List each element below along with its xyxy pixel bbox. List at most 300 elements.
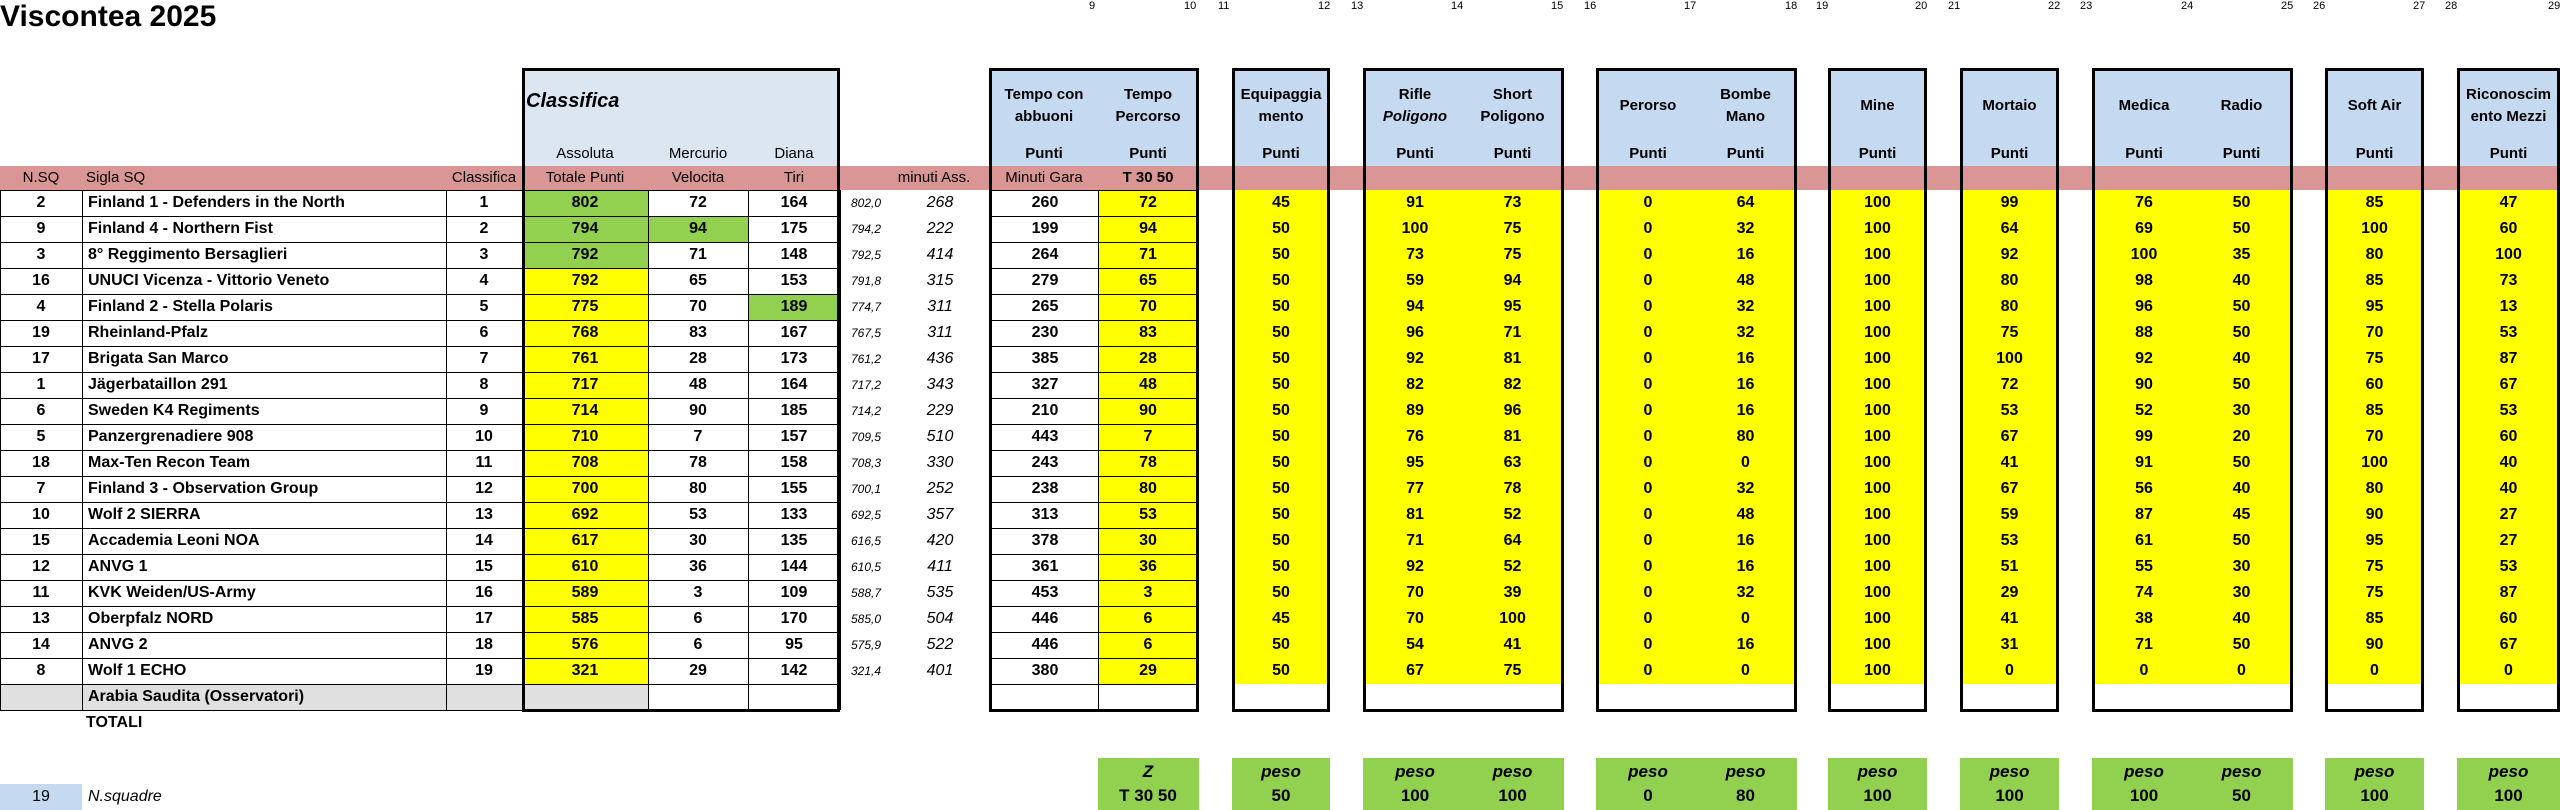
- cell-perorso: 0: [1643, 272, 1653, 289]
- cell-short: 63: [1503, 454, 1522, 471]
- cell-total: 792: [571, 246, 599, 263]
- cell-perorso: 0: [1643, 428, 1653, 445]
- cell-bombe: 32: [1736, 480, 1755, 497]
- cell-tempo-percorso: 65: [1139, 272, 1157, 289]
- header-diana: Diana: [774, 145, 814, 162]
- cell-perorso: 0: [1643, 454, 1653, 471]
- cell-bombe: 16: [1736, 246, 1755, 263]
- cell-velocita: 90: [689, 402, 707, 419]
- sheet-title: Viscontea 2025: [0, 0, 217, 33]
- cell-tiri: 157: [780, 428, 808, 445]
- cell-equipaggiamento: 50: [1272, 220, 1290, 237]
- cell-equipaggiamento: 50: [1272, 454, 1290, 471]
- header-assoluta: Assoluta: [556, 145, 614, 162]
- cell-team-name: Panzergrenadiere 908: [88, 428, 254, 445]
- cell-velocita: 30: [689, 532, 707, 549]
- cell-total: 775: [571, 298, 599, 315]
- header-radio: Radio: [2220, 97, 2263, 114]
- header-punti: Punti: [1262, 145, 1300, 162]
- cell-tiri: 148: [780, 246, 808, 263]
- subheader-nsq: N.SQ: [22, 169, 60, 186]
- cell-minuti-gara: 453: [1031, 584, 1059, 601]
- cell-mine: 100: [1864, 428, 1891, 445]
- cell-equipaggiamento: 50: [1272, 584, 1290, 601]
- cell-minuti-gara: 260: [1031, 194, 1059, 211]
- cell-team-name: Brigata San Marco: [88, 350, 229, 367]
- footer-perorso-peso: peso: [1628, 762, 1668, 781]
- cell-mine: 100: [1864, 402, 1891, 419]
- cell-nsq: 5: [36, 428, 46, 445]
- column-number: 15: [1551, 0, 1564, 12]
- cell-equipaggiamento: 50: [1272, 532, 1290, 549]
- cell-mortaio: 41: [2000, 610, 2019, 627]
- cell-rifle: 70: [1406, 584, 1424, 601]
- cell-team-name: Wolf 2 SIERRA: [88, 506, 201, 523]
- cell-riconoscimento: 40: [2499, 480, 2518, 497]
- cell-tiri: 135: [780, 532, 808, 549]
- cell-tempo-percorso: 6: [1143, 610, 1153, 627]
- cell-perorso: 0: [1643, 558, 1653, 575]
- cell-medica: 74: [2135, 584, 2153, 601]
- header-punti: Punti: [2125, 145, 2163, 162]
- header-tempo-percorso: Tempo Percorso: [1115, 86, 1181, 125]
- cell-radio: 50: [2232, 298, 2251, 315]
- cell-total: 761: [571, 350, 599, 367]
- cell-team-name: Wolf 1 ECHO: [88, 662, 187, 679]
- cell-radio: 0: [2237, 662, 2246, 679]
- cell-medica: 92: [2135, 350, 2153, 367]
- cell-bombe: 0: [1741, 610, 1750, 627]
- cell-perorso: 0: [1643, 298, 1653, 315]
- cell-tiri: 189: [780, 298, 808, 315]
- cell-riconoscimento: 27: [2499, 532, 2518, 549]
- cell-medica: 61: [2135, 532, 2153, 549]
- cell-mine: 100: [1864, 194, 1891, 211]
- cell-bombe: 16: [1736, 376, 1755, 393]
- cell-softair: 85: [2365, 402, 2384, 419]
- cell-radio: 50: [2232, 324, 2251, 341]
- cell-ref: 708,3: [850, 456, 882, 470]
- cell-radio: 20: [2232, 428, 2251, 445]
- cell-rifle: 70: [1406, 610, 1424, 627]
- cell-medica: 100: [2130, 246, 2158, 263]
- cell-softair: 85: [2365, 272, 2384, 289]
- cell-velocita: 36: [689, 558, 707, 575]
- cell-mine: 100: [1864, 532, 1891, 549]
- header-punti: Punti: [1629, 145, 1667, 162]
- cell-rifle: 92: [1406, 350, 1424, 367]
- cell-tempo-percorso: 71: [1139, 246, 1157, 263]
- cell-total: 714: [571, 402, 599, 419]
- cell-equipaggiamento: 50: [1272, 558, 1290, 575]
- column-number: 24: [2181, 0, 2194, 12]
- cell-rank: 11: [475, 454, 493, 471]
- cell-rank: 1: [479, 194, 489, 211]
- cell-equipaggiamento: 50: [1272, 246, 1290, 263]
- table-row: [0, 268, 2560, 294]
- cell-mine: 100: [1864, 610, 1891, 627]
- column-number: 13: [1351, 0, 1364, 12]
- cell-short: 75: [1503, 220, 1522, 237]
- footer-softair-value: 100: [2360, 786, 2389, 805]
- cell-riconoscimento: 27: [2499, 506, 2518, 523]
- cell-softair: 90: [2365, 636, 2384, 653]
- table-row: [0, 398, 2560, 424]
- cell-rank: 14: [475, 532, 493, 549]
- cell-mine: 100: [1864, 350, 1891, 367]
- cell-mine: 100: [1864, 662, 1891, 679]
- cell-tempo-percorso: 53: [1139, 506, 1157, 523]
- cell-ref: 774,7: [850, 300, 882, 314]
- cell-mine: 100: [1864, 636, 1891, 653]
- cell-velocita: 29: [689, 662, 707, 679]
- cell-rank: 17: [475, 610, 493, 627]
- column-number: 16: [1584, 0, 1597, 12]
- column-number: 20: [1915, 0, 1928, 12]
- table-row: [0, 580, 2560, 606]
- cell-short: 81: [1503, 350, 1522, 367]
- cell-minuti-gara: 199: [1031, 220, 1059, 237]
- cell-rifle: 67: [1406, 662, 1424, 679]
- cell-rank: 7: [479, 350, 489, 367]
- cell-total: 692: [571, 506, 599, 523]
- cell-nsq: 18: [32, 454, 50, 471]
- cell-tempo-percorso: 78: [1139, 454, 1157, 471]
- header-punti: Punti: [1396, 145, 1434, 162]
- box-bottom: [2092, 709, 2293, 712]
- footer-perorso-value: 0: [1643, 786, 1653, 805]
- cell-minuti-ass: 510: [926, 428, 954, 445]
- cell-tiri: 95: [785, 636, 803, 653]
- footer-eq-value: 50: [1271, 786, 1291, 805]
- cell-ref: 575,9: [850, 638, 882, 652]
- cell-total: 708: [571, 454, 599, 471]
- cell-perorso: 0: [1643, 506, 1653, 523]
- cell-equipaggiamento: 45: [1272, 610, 1290, 627]
- cell-medica: 90: [2135, 376, 2153, 393]
- cell-velocita: 6: [693, 636, 703, 653]
- cell-minuti-ass: 420: [926, 532, 954, 549]
- cell-riconoscimento: 53: [2499, 324, 2518, 341]
- cell-medica: 71: [2135, 636, 2153, 653]
- cell-total: 710: [571, 428, 599, 445]
- footer-radio-peso: peso: [2221, 762, 2262, 781]
- header-softair: Soft Air: [2347, 97, 2402, 114]
- cell-equipaggiamento: 50: [1272, 324, 1290, 341]
- cell-medica: 99: [2135, 428, 2153, 445]
- subheader-tiri: Tiri: [783, 169, 805, 186]
- cell-velocita: 3: [693, 584, 703, 601]
- cell-tempo-percorso: 30: [1139, 532, 1157, 549]
- cell-mortaio: 67: [2000, 428, 2019, 445]
- cell-short: 64: [1503, 532, 1522, 549]
- cell-tiri: 153: [780, 272, 808, 289]
- footer-rifle-peso: peso: [1395, 762, 1435, 781]
- cell-rank: 5: [479, 298, 489, 315]
- table-row: [0, 372, 2560, 398]
- cell-minuti-gara: 265: [1031, 298, 1059, 315]
- cell-riconoscimento: 67: [2499, 376, 2518, 393]
- header-rifle: Rifle Poligono: [1382, 86, 1448, 125]
- cell-velocita: 94: [689, 220, 707, 237]
- cell-tempo-percorso: 48: [1139, 376, 1157, 393]
- cell-perorso: 0: [1643, 220, 1653, 237]
- header-tempo-abbuoni: Tempo con abbuoni: [1004, 86, 1084, 125]
- cell-total: 576: [571, 636, 599, 653]
- cell-minuti-ass: 330: [926, 454, 954, 471]
- cell-riconoscimento: 13: [2499, 298, 2518, 315]
- footer-short-value: 100: [1498, 786, 1527, 805]
- cell-medica: 88: [2135, 324, 2153, 341]
- cell-team-name: Finland 2 - Stella Polaris: [88, 298, 273, 315]
- cell-perorso: 0: [1643, 584, 1653, 601]
- cell-perorso: 0: [1643, 324, 1653, 341]
- cell-mine: 100: [1864, 246, 1891, 263]
- cell-equipaggiamento: 50: [1272, 402, 1290, 419]
- cell-radio: 40: [2232, 350, 2251, 367]
- cell-equipaggiamento: 50: [1272, 376, 1290, 393]
- cell-softair: 75: [2365, 558, 2384, 575]
- cell-velocita: 70: [689, 298, 707, 315]
- footer-rifle-value: 100: [1400, 786, 1430, 805]
- cell-radio: 35: [2232, 246, 2251, 263]
- column-number: 12: [1318, 0, 1331, 12]
- box-bottom: [522, 709, 840, 712]
- cell-tiri: 158: [780, 454, 808, 471]
- cell-team-name: Jägerbataillon 291: [88, 376, 228, 393]
- column-number: 19: [1816, 0, 1829, 12]
- cell-short: 95: [1503, 298, 1522, 315]
- header-riconoscimento: Riconoscim ento Mezzi: [2465, 86, 2552, 125]
- cell-rifle: 91: [1406, 194, 1424, 211]
- cell-nsq: 7: [36, 480, 46, 497]
- header-bombe: Bombe Mano: [1720, 86, 1771, 125]
- cell-short: 73: [1503, 194, 1522, 211]
- cell-medica: 69: [2135, 220, 2153, 237]
- cell-short: 52: [1503, 506, 1522, 523]
- cell-minuti-ass: 311: [927, 298, 953, 315]
- cell-minuti-ass: 311: [927, 324, 953, 341]
- table-row: [0, 216, 2560, 242]
- cell-tiri: 167: [780, 324, 808, 341]
- column-number: 18: [1785, 0, 1798, 12]
- cell-velocita: 48: [689, 376, 707, 393]
- cell-minuti-ass: 436: [926, 350, 954, 367]
- cell-ref: 588,7: [850, 586, 882, 600]
- subheader-sigla: Sigla SQ: [86, 169, 146, 186]
- cell-minuti-gara: 380: [1031, 662, 1059, 679]
- header-punti: Punti: [1129, 145, 1167, 162]
- cell-radio: 50: [2232, 532, 2251, 549]
- cell-medica: 38: [2135, 610, 2153, 627]
- cell-tempo-percorso: 3: [1143, 584, 1153, 601]
- cell-tempo-percorso: 80: [1139, 480, 1157, 497]
- cell-radio: 50: [2232, 194, 2251, 211]
- column-number: 23: [2080, 0, 2093, 12]
- cell-equipaggiamento: 50: [1272, 506, 1290, 523]
- box-bottom: [989, 709, 1199, 712]
- cell-medica: 98: [2135, 272, 2153, 289]
- cell-medica: 0: [2139, 662, 2149, 679]
- cell-perorso: 0: [1643, 610, 1653, 627]
- cell-riconoscimento: 87: [2499, 584, 2518, 601]
- cell-radio: 30: [2232, 584, 2251, 601]
- cell-tempo-percorso: 36: [1139, 558, 1157, 575]
- cell-radio: 40: [2232, 480, 2251, 497]
- cell-minuti-gara: 361: [1031, 558, 1059, 575]
- table-row: [0, 346, 2560, 372]
- cell-medica: 76: [2135, 194, 2153, 211]
- cell-medica: 87: [2135, 506, 2153, 523]
- cell-rifle: 59: [1406, 272, 1424, 289]
- cell-team-name: KVK Weiden/US-Army: [88, 584, 256, 601]
- table-row: [0, 606, 2560, 632]
- cell-softair: 95: [2365, 298, 2384, 315]
- cell-bombe: 16: [1736, 402, 1755, 419]
- box-bottom: [1363, 709, 1564, 712]
- cell-rank: 10: [475, 428, 493, 445]
- header-punti: Punti: [1493, 145, 1532, 162]
- cell-softair: 90: [2365, 506, 2384, 523]
- cell-ref: 321,4: [850, 664, 882, 678]
- cell-total: 585: [571, 610, 599, 627]
- cell-mine: 100: [1864, 272, 1891, 289]
- cell-tempo-percorso: 72: [1139, 194, 1157, 211]
- cell-ref: 802,0: [850, 196, 882, 210]
- header-punti: Punti: [1858, 145, 1897, 162]
- cell-perorso: 0: [1643, 662, 1653, 679]
- cell-bombe: 48: [1736, 272, 1755, 289]
- cell-nsq: 8: [36, 662, 46, 679]
- column-number: 29: [2548, 0, 2560, 12]
- cell-ref: 794,2: [850, 222, 882, 236]
- cell-velocita: 6: [693, 610, 703, 627]
- cell-mortaio: 51: [2000, 558, 2019, 575]
- cell-minuti-gara: 238: [1031, 480, 1059, 497]
- cell-bombe: 16: [1736, 636, 1755, 653]
- cell-total: 321: [571, 662, 599, 679]
- cell-radio: 50: [2232, 636, 2251, 653]
- table-row: [0, 658, 2560, 684]
- footer-z: Z: [1142, 762, 1154, 781]
- cell-mortaio: 31: [2000, 636, 2019, 653]
- table-row: [0, 294, 2560, 320]
- table-row: [0, 190, 2560, 216]
- cell-riconoscimento: 47: [2499, 194, 2518, 211]
- cell-team-name: Finland 4 - Northern Fist: [88, 220, 273, 237]
- cell-minuti-ass: 252: [926, 480, 954, 497]
- cell-softair: 80: [2365, 246, 2384, 263]
- cell-tiri: 142: [780, 662, 808, 679]
- column-number: 27: [2413, 0, 2426, 12]
- cell-softair: 80: [2365, 480, 2384, 497]
- cell-minuti-gara: 443: [1031, 428, 1059, 445]
- cell-total: 717: [571, 376, 599, 393]
- cell-minuti-gara: 243: [1031, 454, 1059, 471]
- cell-velocita: 7: [693, 428, 703, 445]
- header-mine: Mine: [1860, 97, 1895, 114]
- cell-tempo-percorso: 70: [1139, 298, 1157, 315]
- cell-softair: 95: [2365, 532, 2384, 549]
- header-punti: Punti: [1025, 145, 1063, 162]
- cell-rank: 9: [479, 402, 489, 419]
- cell-total: 617: [571, 532, 599, 549]
- cell-softair: 75: [2365, 584, 2384, 601]
- cell-bombe: 32: [1736, 324, 1755, 341]
- cell-ref: 791,8: [850, 274, 882, 288]
- cell-mortaio: 41: [2000, 454, 2019, 471]
- cell-short: 96: [1503, 402, 1522, 419]
- cell-mine: 100: [1864, 298, 1891, 315]
- cell-nsq: 11: [32, 584, 50, 601]
- cell-ref: 616,5: [850, 534, 882, 548]
- cell-mortaio: 0: [2005, 662, 2014, 679]
- cell-minuti-ass: 414: [926, 246, 954, 263]
- cell-riconoscimento: 100: [2495, 246, 2522, 263]
- cell-softair: 60: [2365, 376, 2384, 393]
- table-row: [0, 528, 2560, 554]
- cell-nsq: 13: [32, 610, 50, 627]
- cell-nsq: 17: [32, 350, 50, 367]
- column-number: 11: [1218, 0, 1230, 12]
- cell-bombe: 64: [1736, 194, 1755, 211]
- cell-short: 78: [1503, 480, 1522, 497]
- cell-velocita: 53: [689, 506, 707, 523]
- column-number: 14: [1451, 0, 1464, 12]
- table-row: [0, 502, 2560, 528]
- column-number: 9: [1089, 0, 1096, 12]
- cell-medica: 55: [2135, 558, 2153, 575]
- cell-radio: 45: [2232, 506, 2251, 523]
- table-row: [0, 242, 2560, 268]
- cell-minuti-ass: 315: [926, 272, 954, 289]
- cell-minuti-ass: 343: [926, 376, 954, 393]
- box-bottom: [1596, 709, 1797, 712]
- cell-perorso: 0: [1643, 532, 1653, 549]
- cell-mine: 100: [1864, 480, 1891, 497]
- cell-rifle: 71: [1406, 532, 1424, 549]
- cell-perorso: 0: [1643, 480, 1653, 497]
- cell-mortaio: 80: [2000, 298, 2019, 315]
- table-row: [0, 450, 2560, 476]
- cell-tiri: 164: [780, 194, 808, 211]
- cell-bombe: 16: [1736, 558, 1755, 575]
- cell-tempo-percorso: 90: [1139, 402, 1157, 419]
- cell-velocita: 71: [689, 246, 707, 263]
- cell-team-name: Oberpfalz NORD: [88, 610, 214, 627]
- cell-mortaio: 53: [2000, 532, 2019, 549]
- cell-mortaio: 59: [2000, 506, 2019, 523]
- cell-medica: 91: [2135, 454, 2153, 471]
- observer-grey-total: [522, 684, 648, 710]
- subheader-totale: Totale Punti: [545, 169, 625, 186]
- cell-mine: 100: [1864, 558, 1891, 575]
- cell-mine: 100: [1864, 454, 1891, 471]
- cell-softair: 0: [2370, 662, 2379, 679]
- cell-rank: 3: [479, 246, 489, 263]
- count-label: N.squadre: [88, 788, 162, 805]
- header-punti: Punti: [2355, 145, 2394, 162]
- cell-ref: 610,5: [850, 560, 882, 574]
- cell-velocita: 78: [689, 454, 707, 471]
- subheader-minuti-gara: Minuti Gara: [1005, 169, 1083, 186]
- cell-tempo-percorso: 83: [1139, 324, 1157, 341]
- cell-nsq: 6: [36, 402, 46, 419]
- footer-radio-value: 50: [2232, 786, 2251, 805]
- cell-team-name: Finland 1 - Defenders in the North: [88, 194, 345, 211]
- table-row: [0, 424, 2560, 450]
- cell-nsq: 10: [32, 506, 50, 523]
